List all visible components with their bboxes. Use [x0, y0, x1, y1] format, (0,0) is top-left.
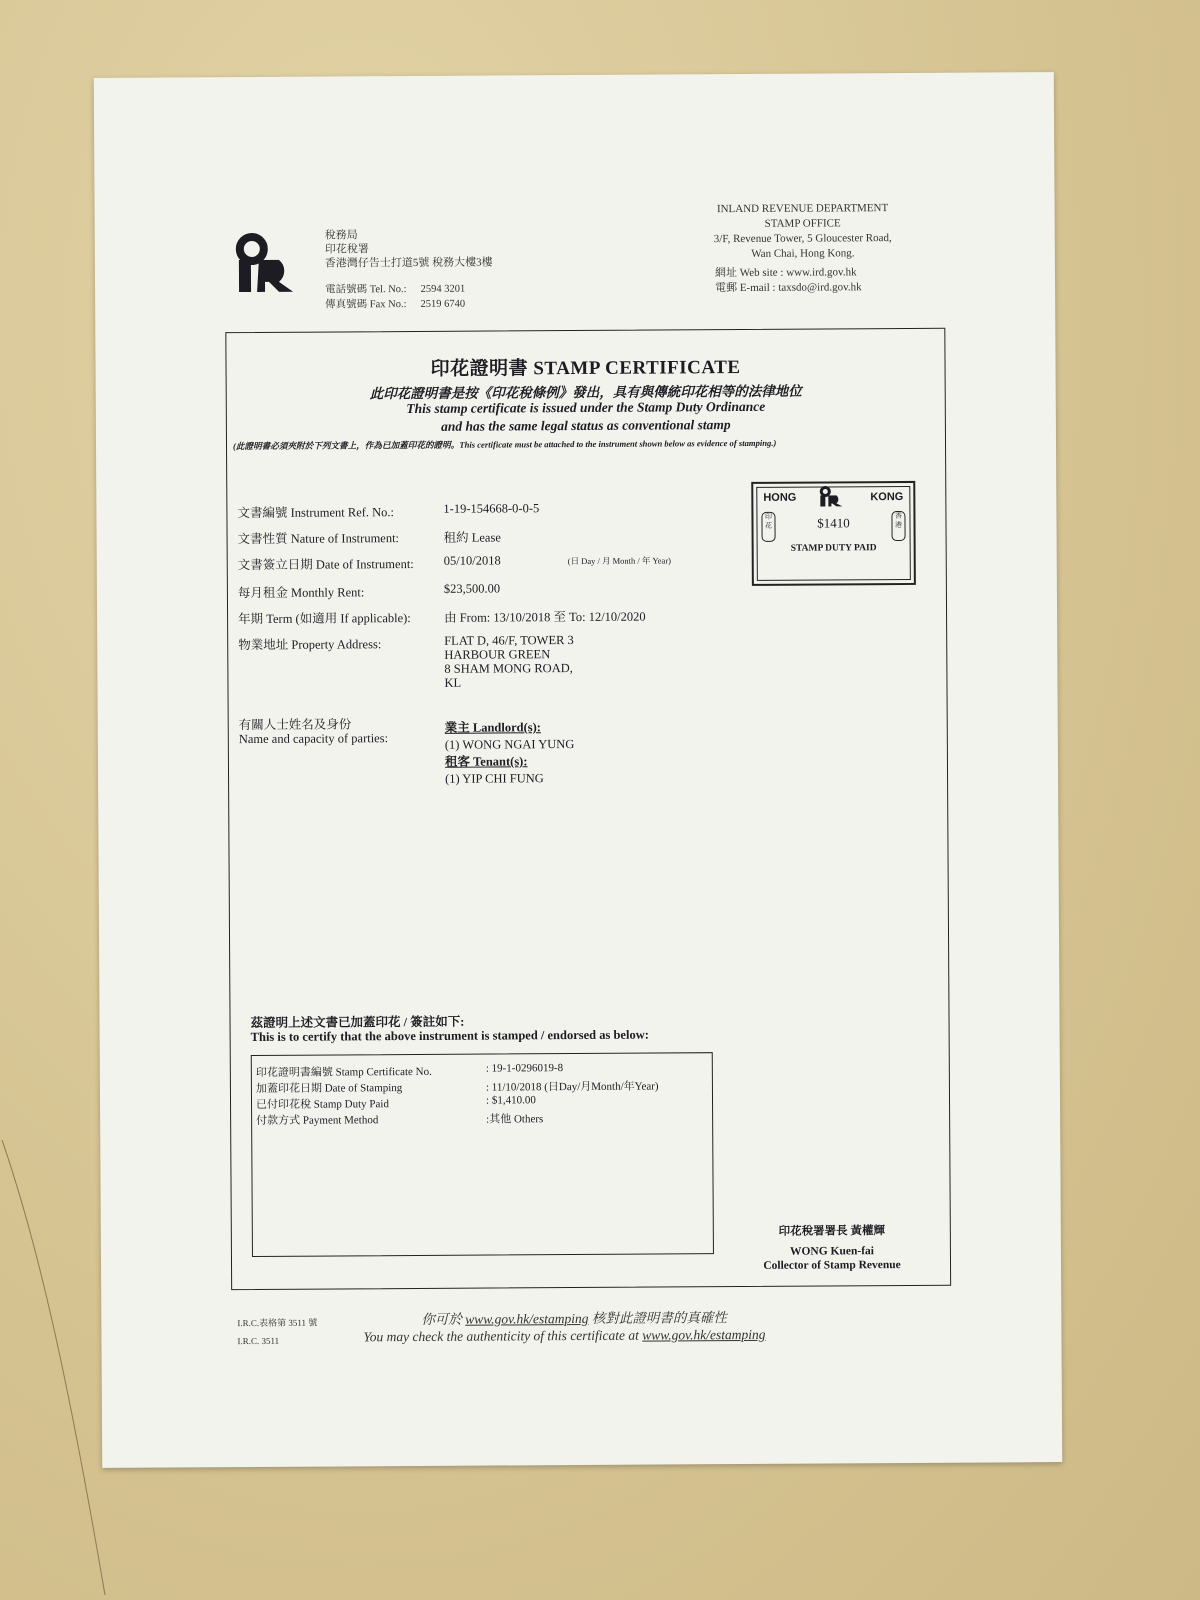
certificate-frame	[225, 328, 951, 1290]
certificate-subtitle-en1: This stamp certificate is issued under the Stamp Duty Ordinance	[406, 398, 766, 417]
tel-value: 2594 3201	[420, 283, 466, 295]
address-value	[444, 633, 574, 690]
date-value: 05/10/2018	[443, 553, 501, 568]
term-label: 年期 Term (如適用 If applicable):	[238, 611, 411, 627]
seal-left-mark: 印花	[761, 512, 775, 542]
date-format-note: (日 Day / 月 Month / 年 Year)	[567, 555, 672, 567]
stamping-label: 加蓋印花日期 Date of Stamping	[255, 1082, 403, 1095]
stamping-label: 已付印花稅 Stamp Duty Paid	[256, 1098, 389, 1111]
collector-signature-block	[732, 1224, 932, 1273]
date-label: 文書簽立日期 Date of Instrument:	[237, 556, 414, 573]
form-code-en: I.R.C. 3511	[237, 1335, 280, 1347]
seal-ir-logo-icon	[819, 485, 847, 507]
stamping-value: : 11/10/2018 (日Day/月Month/年Year)	[485, 1080, 659, 1094]
certificate-subtitle-zh: 此印花證明書是按《印花稅條例》發出，具有與傳統印花相等的法律地位	[369, 383, 802, 402]
stamping-row	[256, 1111, 544, 1128]
seal-hong: HONG	[763, 491, 797, 504]
stamping-value: : 19-1-0296019-8	[485, 1062, 564, 1075]
address-line: FLAT D, 46/F, TOWER 3	[444, 633, 574, 648]
collector-name: WONG Kuen-fai	[789, 1245, 874, 1258]
landlord-name: (1) WONG NGAI YUNG	[444, 737, 575, 752]
department-name: INLAND REVENUE DEPARTMENT	[716, 202, 889, 216]
desk-scratch	[0, 1130, 110, 1600]
nature-value: 租約 Lease	[443, 530, 501, 545]
stamping-label: 付款方式 Payment Method	[256, 1114, 379, 1127]
ref-label: 文書編號 Instrument Ref. No.:	[237, 505, 395, 521]
stamping-row	[255, 1062, 564, 1080]
verify-note-en	[363, 1327, 765, 1345]
office-name: STAMP OFFICE	[764, 217, 841, 230]
certificate-attach-note: (此證明書必須夾附於下列文書上，作為已加蓋印花的證明。This certificate must be attached to the instrument shown below as evidence of stamping.)	[232, 437, 777, 452]
tenant-heading: 租客 Tenant(s):	[444, 754, 528, 769]
website: 網址 Web site : www.ird.gov.hk	[714, 266, 857, 280]
address-label: 物業地址 Property Address:	[238, 637, 382, 653]
office-address-line2: Wan Chai, Hong Kong.	[751, 247, 855, 260]
stamping-value: :其他 Others	[486, 1113, 544, 1126]
verify-zh-post: 核對此證明書的真確性	[591, 1310, 727, 1326]
rent-value: $23,500.00	[443, 581, 501, 596]
stamping-details-box	[251, 1052, 714, 1257]
parties-label	[239, 717, 388, 746]
office-address-line1: 3/F, Revenue Tower, 5 Gloucester Road,	[713, 232, 892, 246]
seal-amount: $1410	[817, 515, 850, 531]
parties-label-en: Name and capacity of parties:	[238, 731, 389, 747]
office-header-english	[693, 201, 914, 296]
verify-link-zh[interactable]: www.gov.hk/estamping	[465, 1310, 589, 1327]
certify-statement-en: This is to certify that the above instrument is stamped / endorsed as below:	[250, 1027, 649, 1045]
address-line: HARBOUR GREEN	[444, 647, 551, 662]
certificate-title: 印花證明書 STAMP CERTIFICATE	[430, 356, 741, 380]
email: 電郵 E-mail : taxsdo@ird.gov.hk	[715, 281, 862, 295]
ird-logo-icon	[235, 232, 299, 294]
seal-kong: KONG	[870, 491, 904, 504]
stamping-row	[255, 1079, 659, 1096]
verify-zh-pre: 你可於	[421, 1311, 462, 1327]
landlord-heading: 業主 Landlord(s):	[444, 720, 541, 735]
tel-label: 電話號碼 Tel. No.:	[325, 284, 407, 296]
collector-title: Collector of Stamp Revenue	[763, 1259, 901, 1272]
tenant-name: (1) YIP CHI FUNG	[445, 771, 544, 786]
header-zh-line2: 印花稅署	[324, 243, 369, 256]
form-code-zh: I.R.C.表格第 3511 號	[237, 1317, 318, 1329]
header-zh-line1: 稅務局	[324, 229, 358, 242]
parties-label-zh: 有關人士姓名及身份	[238, 717, 352, 733]
collector-title-zh: 印花稅署署長 黃權輝	[778, 1225, 886, 1238]
rent-label: 每月租金 Monthly Rent:	[237, 585, 365, 601]
fax-value: 2519 6740	[420, 298, 466, 310]
address-line: KL	[444, 675, 462, 690]
term-value: 由 From: 13/10/2018 至 To: 12/10/2020	[444, 609, 646, 625]
address-line: 8 SHAM MONG ROAD,	[444, 661, 573, 676]
certificate-subtitle-en2: and has the same legal status as conventional stamp	[441, 417, 731, 434]
stamping-value: : $1,410.00	[485, 1094, 536, 1107]
office-contact-numbers	[325, 282, 465, 313]
ref-value: 1-19-154668-0-0-5	[443, 501, 540, 516]
seal-caption: STAMP DUTY PAID	[790, 543, 877, 554]
verify-link-en[interactable]: www.gov.hk/estamping	[642, 1326, 766, 1343]
verify-note-zh	[421, 1306, 727, 1328]
stamping-label: 印花證明書編號 Stamp Certificate No.	[255, 1065, 432, 1079]
form-code	[237, 1314, 317, 1350]
verify-en-pre: You may check the authenticity of this certificate at	[363, 1327, 639, 1345]
nature-label: 文書性質 Nature of Instrument:	[237, 531, 400, 547]
parties-list	[445, 719, 575, 788]
stamp-duty-paid-seal	[751, 481, 916, 586]
certify-statement-zh: 茲證明上述文書已加蓋印花 / 簽註如下:	[250, 1014, 465, 1031]
header-zh-line3: 香港灣仔告士打道5號 稅務大樓3樓	[324, 256, 493, 270]
seal-right-mark: 香港	[891, 511, 905, 541]
office-header-chinese	[325, 228, 493, 271]
stamping-row	[256, 1094, 536, 1112]
stamp-certificate-paper	[94, 72, 1062, 1468]
fax-label: 傳真號碼 Fax No.:	[325, 299, 407, 311]
